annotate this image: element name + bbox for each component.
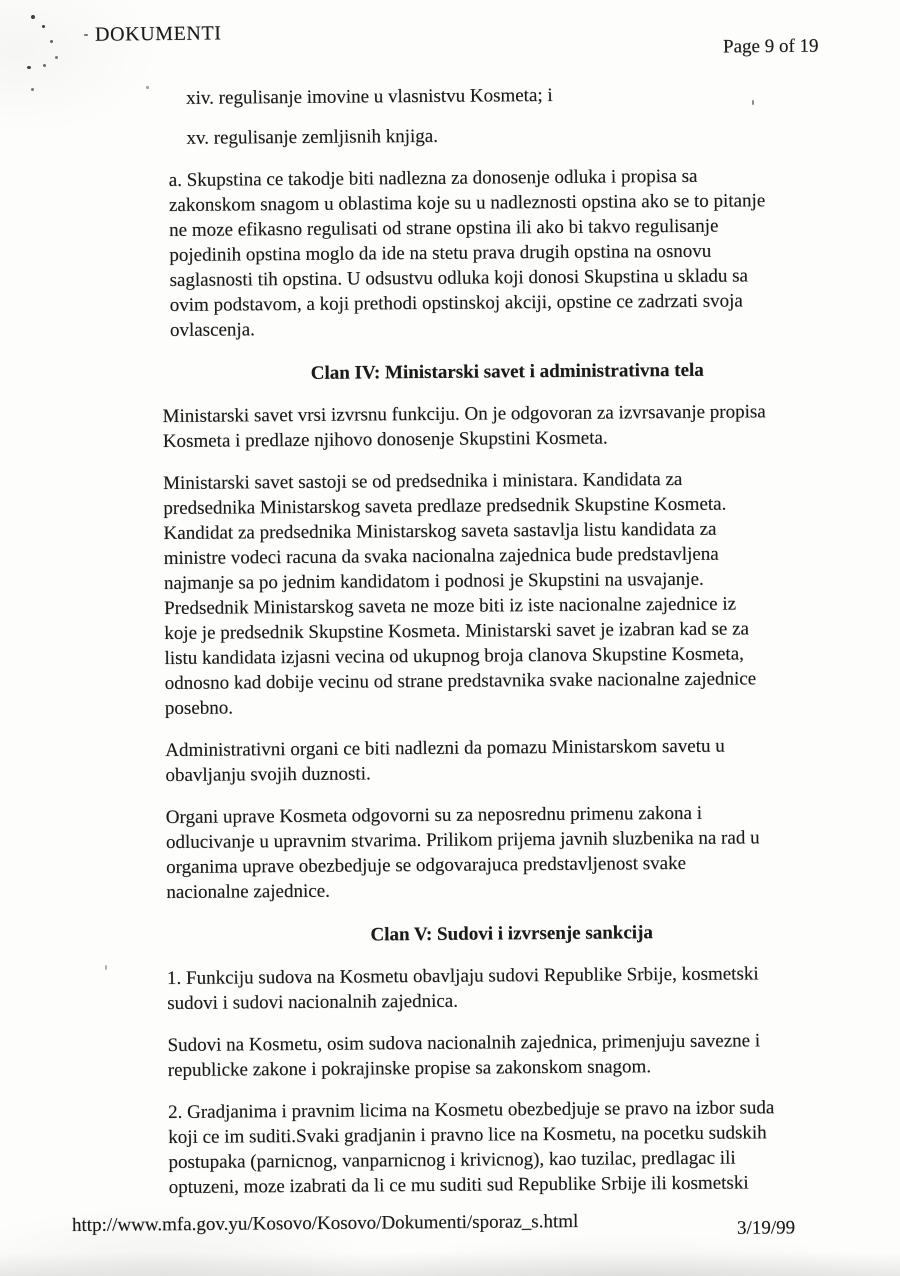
paragraph: [162, 399, 852, 454]
text-line: listu kandidata izjasni vecina od ukupnog broja clanova Skupstine Kosmeta,: [164, 643, 744, 669]
text-line: pojedinih opstina moglo da ide na stetu prava drugih opstina na osnovu: [169, 240, 712, 266]
text-line: Sudovi na Kosmetu, osim sudova nacionalnih zajednica, primenjuju savezne i: [167, 1030, 761, 1056]
scan-speck: [31, 88, 34, 91]
scan-edge-shadow: [0, 1252, 900, 1276]
text-line: Administrativni organi ce biti nadlezni da pomazu Ministarskom savetu u: [165, 735, 725, 761]
source-url: http://www.mfa.gov.yu/Kosovo/Kosovo/Dokumenti/sporaz_s.html: [71, 1210, 579, 1236]
text-line: ne moze efikasno regulisati od strane opstina ili ako bi takvo regulisanje: [169, 215, 719, 241]
text-line: predsednika Ministarskog saveta predlaze predsednik Skupstine Kosmeta.: [163, 493, 727, 519]
list-item: [186, 81, 850, 111]
text-line: optuzeni, moze izabrati da li ce mu suditi sud Republike Srbije ili kosmetski: [168, 1172, 749, 1198]
text-line: Kandidat za predsednika Ministarskog saveta sastavlja listu kandidata za: [163, 518, 717, 544]
text-line: Ministarski savet vrsi izvrsnu funkciju. On je odgovoran za izvrsavanje propisa: [162, 401, 766, 427]
text-line: xv. regulisanje zemljisnih knjiga.: [186, 125, 439, 149]
scan-speck: [84, 34, 88, 36]
text-line: Ministarski savet sastoji se od predsednika i ministara. Kandidata za: [163, 468, 683, 494]
text-line: posebno.: [164, 697, 234, 719]
text-line: Organi uprave Kosmeta odgovorni su za neposrednu primenu zakona i: [165, 802, 703, 828]
scan-speck: [55, 56, 58, 59]
text-line: Kosmeta i predlaze njihovo donosenje Skupstini Kosmeta.: [162, 427, 608, 452]
section-heading: [162, 357, 852, 387]
text-line: koje je predsednik Skupstine Kosmeta. Ministarski savet je izabran kad se za: [164, 618, 749, 644]
paragraph: [168, 1095, 859, 1200]
text-line: Predsednik Ministarskog saveta ne moze biti iz iste nacionalne zajednice iz: [164, 593, 737, 619]
paragraph: [165, 733, 855, 788]
text-line: 2. Gradjanima i pravnim licima na Kosmetu obezbedjuje se pravo na izbor suda: [167, 1097, 775, 1123]
text-line: Clan V: Sudovi i izvrsenje sankcija: [370, 922, 653, 946]
print-date: 3/19/99: [736, 1217, 796, 1239]
list-item: [186, 121, 850, 151]
text-line: koji ce im suditi.Svaki gradjanin i pravno lice na Kosmetu, na pocetku sudskih: [168, 1122, 767, 1148]
scan-speck: [27, 66, 31, 69]
text-line: republicke zakone i pokrajinske propise sa zakonskom snagom.: [167, 1056, 652, 1081]
paragraph: [169, 163, 852, 343]
text-line: sudovi i sudovi nacionalnih zajednica.: [167, 990, 459, 1014]
text-line: najmanje sa po jednim kandidatom i podnosi je Skupstini na usvajanje.: [163, 568, 704, 594]
text-line: xiv. regulisanje imovine u vlasnistvu Kosmeta; i: [186, 84, 553, 109]
paragraph: [167, 1028, 857, 1083]
document-body: [160, 81, 859, 1200]
text-line: obavljanju svojih duznosti.: [165, 763, 371, 786]
text-line: odnosno kad dobije vecinu od strane predstavnika svake nacionalne zajednice: [164, 668, 757, 694]
paragraph: [167, 961, 857, 1016]
text-line: 1. Funkciju sudova na Kosmetu obavljaju sudovi Republike Srbije, kosmetski: [166, 963, 759, 989]
scan-speck: [50, 40, 53, 43]
scan-speck: [105, 965, 107, 970]
text-line: nacionalne zajednice.: [166, 880, 330, 903]
text-line: ovlascenja.: [169, 319, 255, 341]
text-line: ministre vodeci racuna da svaka nacionalna zajednica bude predstavljena: [163, 543, 719, 569]
paragraph: [166, 800, 857, 905]
text-line: zakonskom snagom u oblastima koje su u nadleznosti opstina ako se to pitanje: [168, 190, 766, 216]
scan-speck: [43, 64, 46, 67]
scan-speck: [146, 86, 149, 89]
section-heading: [167, 919, 857, 949]
text-line: Clan IV: Ministarski savet i administrativna tela: [310, 359, 704, 384]
scan-speck: [31, 15, 35, 19]
page-footer: [0, 1204, 900, 1251]
document-title: DOKUMENTI: [94, 22, 222, 46]
paragraph: [163, 466, 855, 721]
text-line: saglasnosti tih opstina. U odsustvu odluka koji donosi Skupstina u skladu sa: [169, 265, 749, 291]
text-line: ovim podstavom, a koji prethodi opstinskoj akciji, opstine ce zadrzati svoja: [169, 290, 743, 316]
text-line: odlucivanje u upravnim stvarima. Prilikom prijema javnih sluzbenika na rad u: [165, 827, 760, 853]
scan-speck: [42, 25, 45, 28]
page-number-indicator: Page 9 of 19: [722, 35, 819, 58]
text-line: organima uprave obezbedjuje se odgovarajuca predstavljenost svake: [166, 852, 687, 878]
text-line: postupaka (parnicnog, vanparnicnog i krivicnog), kao tuzilac, predlagac ili: [168, 1147, 736, 1173]
text-line: a. Skupstina ce takodje biti nadlezna za donosenje odluka i propisa sa: [168, 165, 698, 191]
